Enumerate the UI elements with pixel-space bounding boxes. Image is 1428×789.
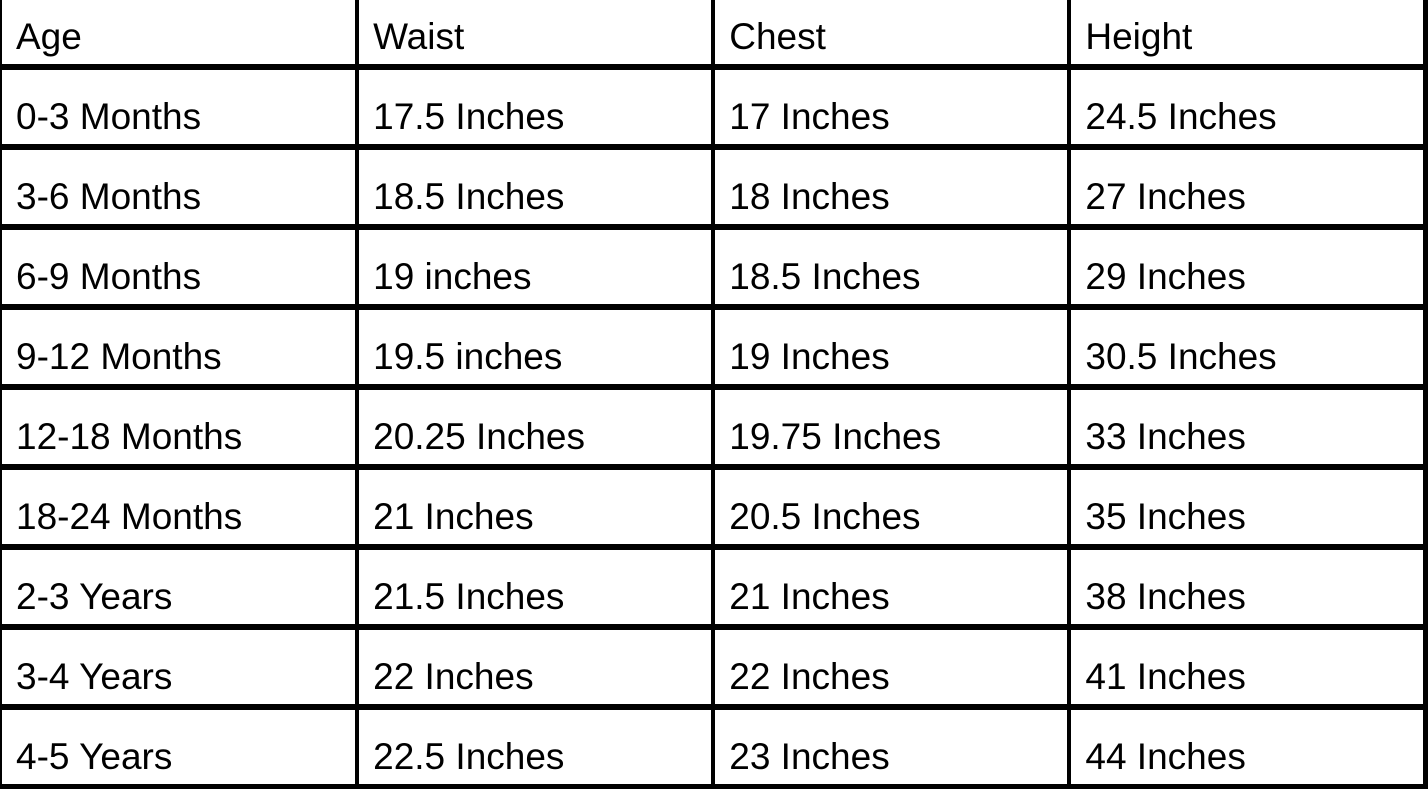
column-header-age: Age [1, 0, 357, 67]
height-cell: 35 Inches [1069, 467, 1425, 547]
chest-cell: 18.5 Inches [713, 227, 1069, 307]
height-cell: 44 Inches [1069, 707, 1425, 787]
age-cell: 12-18 Months [1, 387, 357, 467]
age-cell: 2-3 Years [1, 547, 357, 627]
age-cell: 4-5 Years [1, 707, 357, 787]
table-row [1, 707, 1426, 787]
waist-cell: 19.5 inches [357, 307, 713, 387]
column-header-waist: Waist [357, 0, 713, 67]
table-row [1, 387, 1426, 467]
waist-cell: 18.5 Inches [357, 147, 713, 227]
waist-cell: 22.5 Inches [357, 707, 713, 787]
table-row [1, 547, 1426, 627]
table-row [1, 627, 1426, 707]
chest-cell: 21 Inches [713, 547, 1069, 627]
waist-cell: 21.5 Inches [357, 547, 713, 627]
chest-cell: 23 Inches [713, 707, 1069, 787]
age-cell: 3-4 Years [1, 627, 357, 707]
height-cell: 24.5 Inches [1069, 67, 1425, 147]
table-row [1, 67, 1426, 147]
height-cell: 30.5 Inches [1069, 307, 1425, 387]
table-row [1, 307, 1426, 387]
waist-cell: 19 inches [357, 227, 713, 307]
chest-cell: 18 Inches [713, 147, 1069, 227]
waist-cell: 21 Inches [357, 467, 713, 547]
age-cell: 3-6 Months [1, 147, 357, 227]
height-cell: 33 Inches [1069, 387, 1425, 467]
age-cell: 6-9 Months [1, 227, 357, 307]
waist-cell: 17.5 Inches [357, 67, 713, 147]
table-row [1, 467, 1426, 547]
height-cell: 41 Inches [1069, 627, 1425, 707]
table-row [1, 147, 1426, 227]
column-header-height: Height [1069, 0, 1425, 67]
chest-cell: 17 Inches [713, 67, 1069, 147]
chest-cell: 22 Inches [713, 627, 1069, 707]
age-cell: 9-12 Months [1, 307, 357, 387]
height-cell: 27 Inches [1069, 147, 1425, 227]
table-row [1, 227, 1426, 307]
column-header-chest: Chest [713, 0, 1069, 67]
waist-cell: 22 Inches [357, 627, 713, 707]
chest-cell: 19.75 Inches [713, 387, 1069, 467]
waist-cell: 20.25 Inches [357, 387, 713, 467]
height-cell: 38 Inches [1069, 547, 1425, 627]
chest-cell: 20.5 Inches [713, 467, 1069, 547]
age-cell: 0-3 Months [1, 67, 357, 147]
height-cell: 29 Inches [1069, 227, 1425, 307]
header-row [1, 0, 1426, 67]
chest-cell: 19 Inches [713, 307, 1069, 387]
age-cell: 18-24 Months [1, 467, 357, 547]
